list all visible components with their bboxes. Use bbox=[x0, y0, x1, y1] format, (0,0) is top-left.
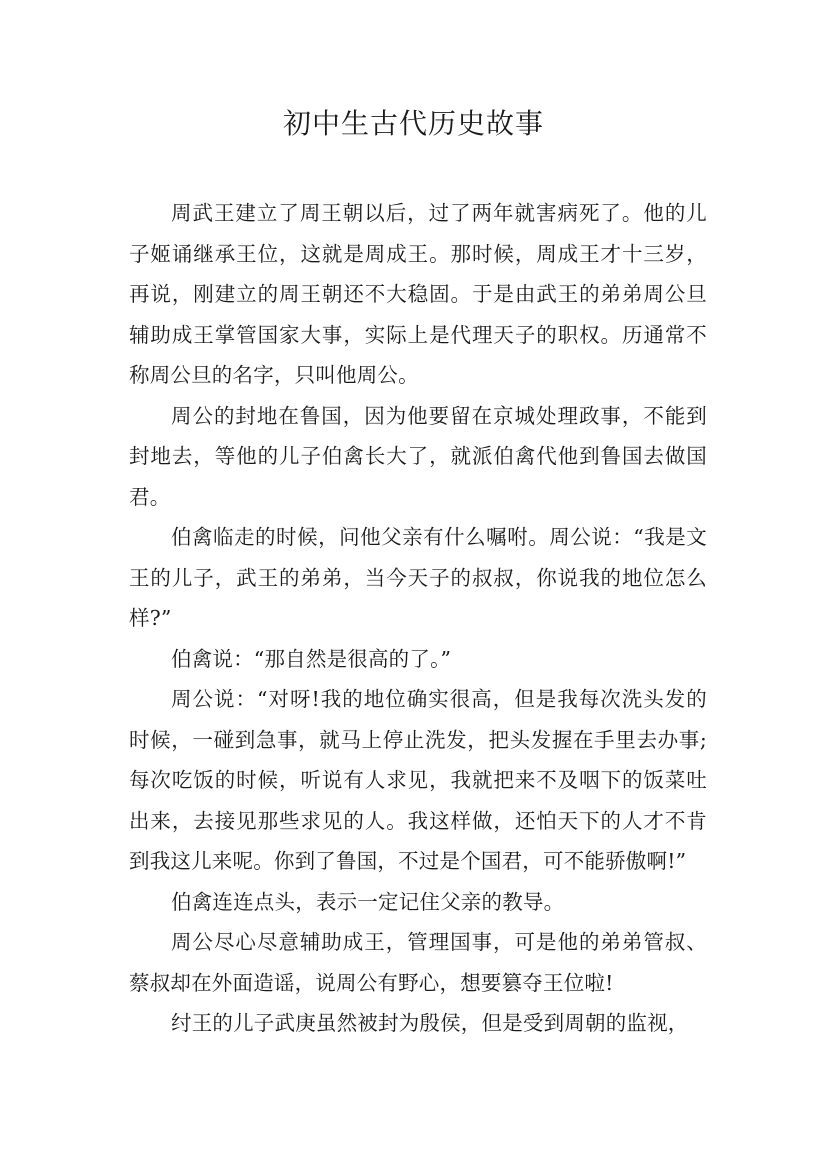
paragraph: 伯禽说：“那自然是很高的了。” bbox=[171, 646, 452, 671]
paragraph: 周公的封地在鲁国，因为他要留在京城处理政事，不能到封地去，等他的儿子伯禽长大了，就派伯禽代他到鲁国去做国君。 bbox=[129, 403, 707, 509]
paragraph: 周公说：“对呀!我的地位确实很高，但是我每次洗头发的时候，一碰到急事，就马上停止洗发，把头发握在手里去办事;每次吃饭的时候，听说有人求见，我就把来不及咽下的饭菜吐出来，去接见那些求见的人。我这样做，还怕天下的人才不肯到我这儿来呢。你到了鲁国，不过是个国君，可不能骄傲啊!” bbox=[129, 687, 707, 873]
paragraph: 周公尽心尽意辅助成王，管理国事，可是他的弟弟管叔、蔡叔却在外面造谣，说周公有野心，想要篡夺王位啦! bbox=[129, 930, 707, 995]
paragraph: 伯禽临走的时候，问他父亲有什么嘱咐。周公说：“我是文王的儿子，武王的弟弟，当今天子的叔叔，你说我的地位怎么样?” bbox=[129, 525, 707, 630]
document-body bbox=[129, 193, 707, 1044]
paragraph: 周武王建立了周王朝以后，过了两年就害病死了。他的儿子姬诵继承王位，这就是周成王。那时候，周成王才十三岁，再说，刚建立的周王朝还不大稳固。于是由武王的弟弟周公旦辅助成王掌管国家大事，实际上是代理天子的职权。历通常不称周公旦的名字，只叫他周公。 bbox=[129, 201, 707, 387]
document-title: 初中生古代历史故事 bbox=[282, 107, 544, 140]
paragraph: 纣王的儿子武庚虽然被封为殷侯，但是受到周朝的监视， bbox=[171, 1011, 689, 1035]
paragraph: 伯禽连连点头，表示一定记住父亲的教导。 bbox=[171, 889, 565, 914]
